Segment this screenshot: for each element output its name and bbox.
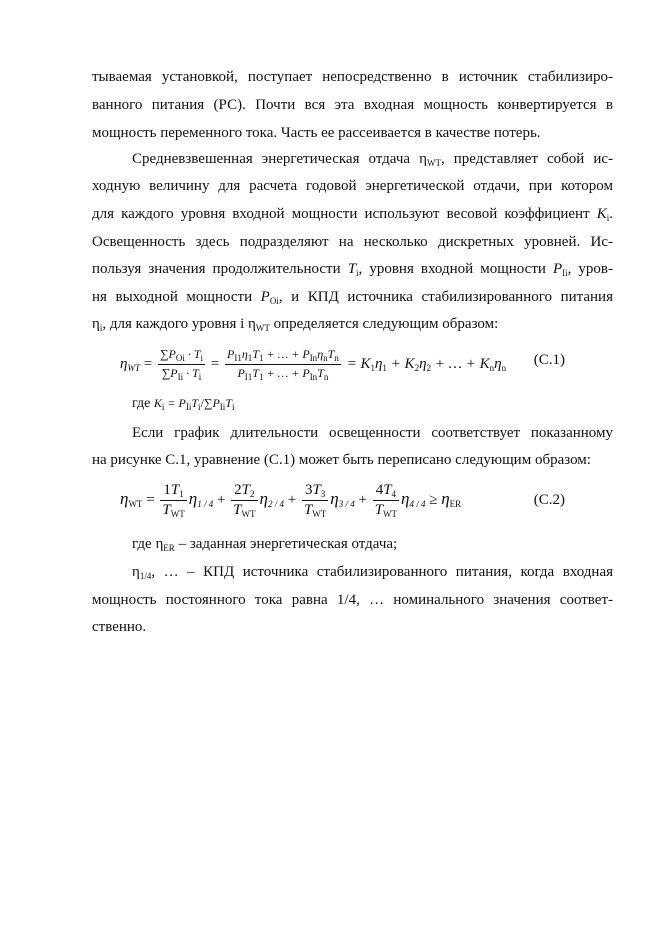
subscript: i	[231, 402, 235, 412]
subscript: 1	[382, 362, 387, 373]
text-span: ванного питания (РС). Почти вся эта входная мощность конвертируется в	[92, 97, 613, 113]
subscript: i	[198, 402, 201, 412]
text-span: Если график длительности освещенности соответствует показанному	[132, 425, 613, 441]
subscript: WT	[312, 509, 327, 519]
subscript: I1	[244, 372, 253, 382]
subscript: Oi	[269, 296, 279, 306]
subscript: I1	[234, 353, 242, 363]
text-span: η	[494, 355, 502, 372]
text-span: + K	[386, 355, 415, 372]
plus-sign: +	[216, 491, 226, 508]
text-span: Средневзвешенная энергетическая отдача η	[132, 151, 427, 167]
subscript: WT	[426, 158, 441, 168]
paragraph-4-line-1	[132, 564, 613, 585]
text-span: , для каждого уровня i η	[102, 316, 256, 332]
equation-number: (С.1)	[533, 352, 565, 368]
fraction-1-numerator	[158, 347, 205, 365]
subscript: 1 / 4	[197, 498, 214, 509]
text-span: мощность постоянного тока равна 1/4, … номинального значения соответ-	[92, 592, 613, 608]
eta-symbol: η	[120, 488, 129, 508]
eta-symbol: η	[401, 488, 410, 508]
equation-number: (С.2)	[533, 492, 565, 508]
variable: T	[170, 482, 180, 498]
eta-symbol: η	[120, 355, 128, 372]
equals-sign: =	[146, 491, 155, 508]
paragraph-1-line-2	[92, 97, 613, 114]
paragraph-2-line-3	[92, 206, 613, 227]
subscript: 2	[250, 489, 255, 499]
subscript: n	[501, 362, 507, 373]
fraction-2-denominator	[225, 365, 341, 382]
subscript: n	[334, 353, 339, 363]
denominator	[231, 501, 257, 519]
denominator	[160, 501, 186, 519]
slash: /	[200, 396, 204, 410]
text-span: + … + P	[263, 347, 310, 361]
text-span: где η	[132, 536, 164, 552]
text-span: , представляет собой ис-	[440, 151, 614, 167]
definition-ki	[132, 395, 432, 416]
numerator	[373, 482, 399, 501]
paragraph-2-line-7	[92, 316, 613, 337]
paragraph-4-line-3	[92, 619, 613, 636]
subscript: WT	[170, 509, 185, 519]
text-span: T	[252, 366, 259, 380]
subscript: 1/4	[139, 571, 152, 581]
paragraph-3-line-2	[92, 452, 613, 469]
fraction-1	[158, 347, 205, 382]
fraction-2-numerator	[225, 347, 341, 365]
paragraph-3-line-1	[132, 425, 613, 442]
subscript: 4	[391, 489, 397, 499]
fraction-term-4	[373, 482, 399, 519]
plus-sign: +	[358, 491, 367, 508]
text-span: + … + P	[263, 366, 310, 380]
subscript: WT	[128, 498, 143, 509]
subscript: i	[99, 323, 103, 333]
denominator	[373, 501, 399, 519]
coefficient: 3	[304, 482, 313, 498]
subscript: 3 / 4	[338, 498, 355, 509]
text-span: на рисунке С.1, уравнение (С.1) может быть переписано следующим образом:	[92, 452, 591, 468]
text-span: ня выходной мощности	[92, 289, 261, 305]
subscript: 4 / 4	[409, 498, 426, 509]
text-span: , и КПД источника стабилизированного питания	[278, 289, 613, 305]
subscript: i	[198, 372, 202, 382]
text-span: η	[317, 347, 324, 361]
subscript: Ii	[562, 268, 568, 278]
subscript: ER	[449, 498, 462, 509]
text-span: · T	[183, 366, 199, 380]
variable: T	[312, 482, 321, 498]
text-span: , уров-	[567, 261, 613, 277]
subscript: WT	[241, 509, 256, 519]
subscript: WT	[255, 323, 270, 333]
text-span: , уровня входной мощности	[358, 261, 553, 277]
variable: T	[374, 502, 384, 518]
subscript: WT	[383, 509, 398, 519]
subscript: 1	[258, 353, 264, 363]
equals-sign: =	[210, 355, 220, 372]
subscript: 2	[414, 362, 420, 373]
subscript: 1	[247, 353, 253, 363]
text-span: ственно.	[92, 619, 147, 635]
paragraph-2-line-1	[132, 151, 613, 172]
text-span: , … – КПД источника стабилизированного питания, когда входная	[151, 564, 613, 580]
text-span: η	[132, 564, 140, 580]
subscript: i	[200, 353, 204, 363]
fraction-1-denominator	[158, 365, 205, 382]
text-span: ходную величину для расчета годовой энергетической отдачи, при котором	[92, 178, 613, 194]
subscript: i	[606, 213, 610, 223]
paragraph-1-line-3	[92, 125, 613, 142]
text-span: ∑P	[159, 347, 176, 361]
numerator	[231, 482, 257, 501]
subscript: Ii	[185, 402, 192, 412]
paragraph-2-line-6	[92, 289, 613, 310]
plus-sign: +	[287, 491, 297, 508]
eta-symbol: η	[188, 488, 198, 508]
text-span: = P	[164, 396, 186, 410]
eta-symbol: η	[441, 488, 450, 508]
variable: T	[347, 261, 357, 277]
variable: T	[191, 396, 199, 410]
subscript: WT	[127, 362, 140, 373]
eta-symbol: η	[330, 488, 339, 508]
variable: T	[233, 502, 242, 518]
definition-eta-er	[132, 536, 613, 557]
variable: T	[241, 482, 251, 498]
subscript: n	[489, 362, 495, 373]
subscript: 1	[258, 372, 264, 382]
subscript: n	[323, 353, 328, 363]
subscript: 2 / 4	[267, 498, 284, 509]
variable: P	[552, 261, 563, 277]
subscript: i	[356, 268, 359, 278]
paragraph-2-line-5	[92, 261, 613, 282]
subscript: ER	[163, 543, 175, 553]
variable: T	[383, 482, 392, 498]
equation-c2-body	[120, 482, 461, 519]
subscript: 1	[179, 489, 184, 499]
text-span: · T	[184, 347, 201, 361]
variable: T	[225, 396, 232, 410]
coefficient: 4	[375, 482, 384, 498]
coefficient: 1	[163, 482, 171, 498]
fraction-term-2	[231, 482, 257, 519]
equals-sign: =	[143, 355, 153, 372]
text-span: – заданная энергетическая отдача;	[174, 536, 398, 552]
numerator	[160, 482, 186, 501]
paragraph-2-line-2	[92, 178, 613, 195]
text-span: определяется следующим образом:	[269, 316, 499, 332]
subscript: Ii	[177, 372, 184, 382]
variable: T	[162, 502, 171, 518]
text-span: пользуя значения продолжительности	[92, 261, 348, 277]
text-span: P	[237, 366, 245, 380]
text-span: η	[241, 347, 248, 361]
text-span: T	[317, 366, 324, 380]
text-span: Освещенность здесь подразделяют на несколько дискретных уровней. Ис-	[92, 234, 613, 250]
text-span: .	[609, 206, 613, 222]
paragraph-1-line-1	[92, 69, 613, 86]
equation-c1-body	[120, 347, 506, 382]
paragraph-4-line-2	[92, 592, 613, 609]
fraction-2	[225, 347, 341, 382]
equation-c1	[92, 338, 613, 382]
variable: K	[596, 206, 607, 222]
coefficient: 2	[234, 482, 242, 498]
text-span: ∑P	[161, 366, 178, 380]
text-span: T	[327, 347, 335, 361]
eta-symbol: η	[259, 488, 268, 508]
text-span: + … + K	[431, 355, 490, 372]
text-span: где	[132, 396, 151, 411]
text-span: η	[92, 316, 100, 332]
subscript: i	[161, 402, 165, 412]
denominator	[302, 501, 328, 519]
text-span: ∑P	[203, 396, 220, 410]
variable: P	[260, 289, 270, 305]
paragraph-2-line-4	[92, 234, 613, 251]
numerator	[302, 482, 328, 501]
text-span: = K	[346, 355, 371, 372]
text-span: тываемая установкой, поступает непосредственно в источник стабилизиро-	[92, 69, 613, 85]
fraction-term-1	[160, 482, 186, 519]
subscript: 1	[370, 362, 375, 373]
subscript: 2	[426, 362, 432, 373]
subscript: In	[309, 353, 318, 363]
subscript: 3	[320, 489, 326, 499]
equation-c2	[92, 476, 613, 524]
text-span: для каждого уровня входной мощности используют весовой коэффициент	[92, 206, 597, 222]
fraction-term-3	[302, 482, 328, 519]
subscript: In	[309, 372, 318, 382]
variable: K	[153, 396, 162, 410]
text-span: η	[374, 355, 383, 372]
geq-sign: ≥	[429, 491, 438, 508]
subscript: Ii	[219, 402, 226, 412]
variable: T	[303, 502, 313, 518]
subscript: n	[323, 372, 329, 382]
subscript: Oi	[175, 353, 185, 363]
text-span: P	[227, 347, 235, 361]
text-span: η	[419, 355, 427, 372]
text-span: мощность переменного тока. Часть ее рассеивается в качестве потерь.	[92, 125, 541, 141]
text-span: T	[252, 347, 259, 361]
